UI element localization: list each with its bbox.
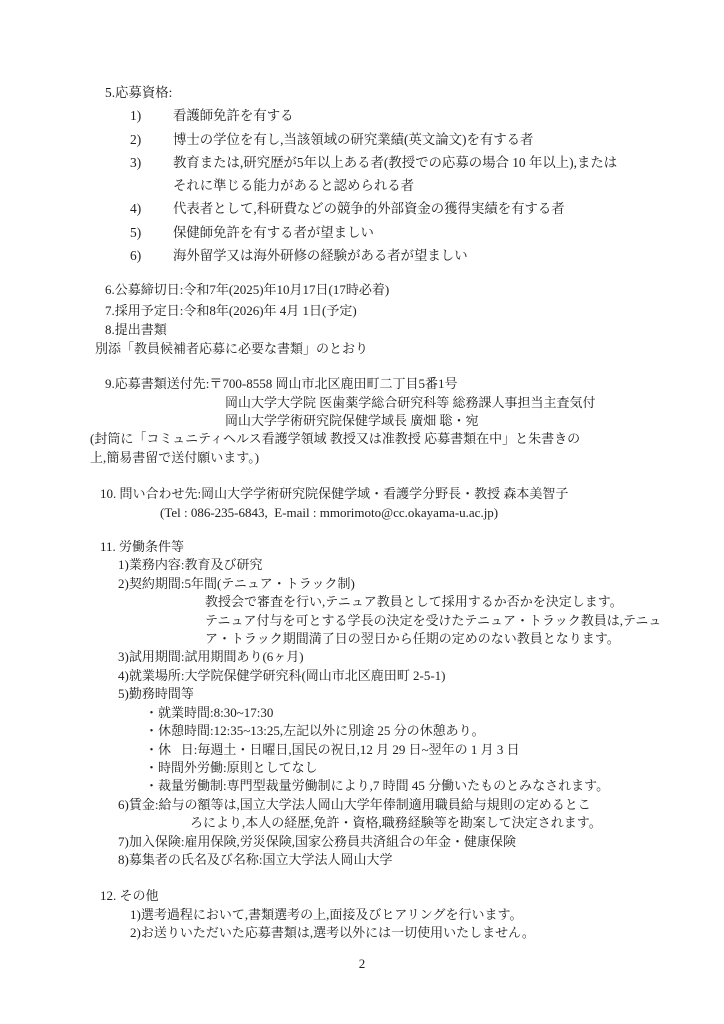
section-documents [0,321,724,358]
section-6-heading: 6.公募締切日:令和7年(2025)年10月17日(17時必着) [105,282,390,298]
document-content [0,81,724,943]
address-line: 岡山大学学術研究院保健学域長 廣畑 聡・宛 [225,413,479,428]
condition-bullet: ・休憩時間:12:35~13:25,左記以外に別途 25 分の休憩あり。 [145,723,485,739]
address-line: 岡山大学大学院 医歯薬学総合研究科等 総務課人事担当主査気付 [225,394,596,410]
condition-item: 4)就業場所:大学院保健学研究科(岡山市北区鹿田町 2-5-1) [118,667,446,683]
other-item: 1)選考過程において,書類選考の上,面接及びヒアリングを行います。 [130,906,523,922]
section-5-heading: 5.応募資格: [105,85,173,100]
item-number: 3) [130,154,142,170]
section-contact [0,485,724,522]
page-number: 2 [358,956,366,971]
condition-item: 7)加入保険:雇用保険,労災保険,国家公務員共済組合の年金・健康保険 [118,833,516,849]
condition-bullet: ・休 日:毎週土・日曜日,国民の祝日,12 月 29 日~翌年の 1 月 3 日 [145,741,520,757]
condition-continuation: 教授会で審査を行い,テニュア教員として採用するか否かを決定します。 [205,594,623,610]
section-10-heading: 10. 問い合わせ先:岡山大学学術研究院保健学域・看護学分野長・教授 森本美智子 [100,486,569,502]
section-qualifications [0,81,724,267]
condition-item: 8)募集者の氏名及び名称:国立大学法人岡山大学 [118,851,393,867]
item-text: 博士の学位を有し,当該領域の研究業績(英文論文)を有する者 [173,131,534,147]
envelope-note: (封筒に「コミュニティヘルス看護学領域 教授又は准教授 応募書類在中」と朱書きの [90,431,581,447]
qualification-item [0,151,724,174]
condition-bullet: ・裁量労働制:専門型裁量労働制により,7 時間 45 分働いたものとみなされます。 [145,778,610,794]
qualification-item [0,244,724,267]
section-8-note: 別添「教員候補者応募に必要な書類」のとおり [95,340,369,356]
other-item: 2)お送りいただいた応募書類は,選考以外には一切使用いたしません。 [130,925,535,941]
item-number: 4) [130,201,142,217]
section-mailing-address [0,375,724,467]
condition-continuation: ろにより,本人の経歴,免許・資格,職務経験等を勘案して決定されます。 [190,815,602,831]
item-number: 6) [130,248,142,264]
item-text: 代表者として,科研費などの競争的外部資金の獲得実績を有する者 [173,201,565,217]
section-12-heading: 12. その他 [100,888,159,904]
condition-item: 3)試用期間:試用期間あり(6ヶ月) [118,649,304,665]
qualification-item-continuation: それに準じる能力があると認められる者 [173,178,415,194]
qualification-item [0,104,724,127]
section-11-heading: 11. 労働条件等 [100,539,185,555]
item-number: 2) [130,131,142,147]
item-text: 海外留学又は海外研修の経験がある者が望ましい [173,248,468,264]
section-working-conditions [0,538,724,869]
condition-item: 2)契約期間:5年間(テニュア・トラック制) [118,575,355,591]
condition-item: 5)勤務時間等 [118,686,194,702]
section-other [0,887,724,942]
item-text: 教育または,研究歴が5年以上ある者(教授での応募の場合 10 年以上),または [173,154,618,170]
item-number: 5) [130,224,142,240]
item-text: 保健師免許を有する者が望ましい [173,224,374,240]
condition-bullet: ・就業時間:8:30~17:30 [145,704,274,720]
item-text: 看護師免許を有する [173,108,294,124]
condition-continuation: テニュア付与を可とする学長の決定を受けたテニュア・トラック教員は,テニュ [205,612,662,628]
item-number: 1) [130,108,142,124]
section-8-heading: 8.提出書類 [105,322,167,338]
qualification-item [0,197,724,220]
condition-bullet: ・時間外労働:原則としてなし [145,759,318,775]
section-dates [0,279,724,321]
contact-details: (Tel : 086-235-6843, E-mail : mmorimoto@cc.okayama-u.ac.jp) [160,504,499,520]
section-9-heading: 9.応募書類送付先:〒700-8558 岡山市北区鹿田町二丁目5番1号 [105,376,458,392]
envelope-note: 上,簡易書留で送付願います。) [90,449,260,465]
condition-continuation: ア・トラック期間満了日の翌日から任期の定めのない教員となります。 [205,631,620,647]
condition-item: 1)業務内容:教育及び研究 [118,557,263,573]
qualification-item [0,221,724,244]
condition-item: 6)賃金:給与の額等は,国立大学法人岡山大学年俸制適用職員給与規則の定めるとこ [118,796,591,812]
section-7-heading: 7.採用予定日:令和8年(2026)年 4月 1日(予定) [105,303,357,319]
qualification-item [0,128,724,151]
